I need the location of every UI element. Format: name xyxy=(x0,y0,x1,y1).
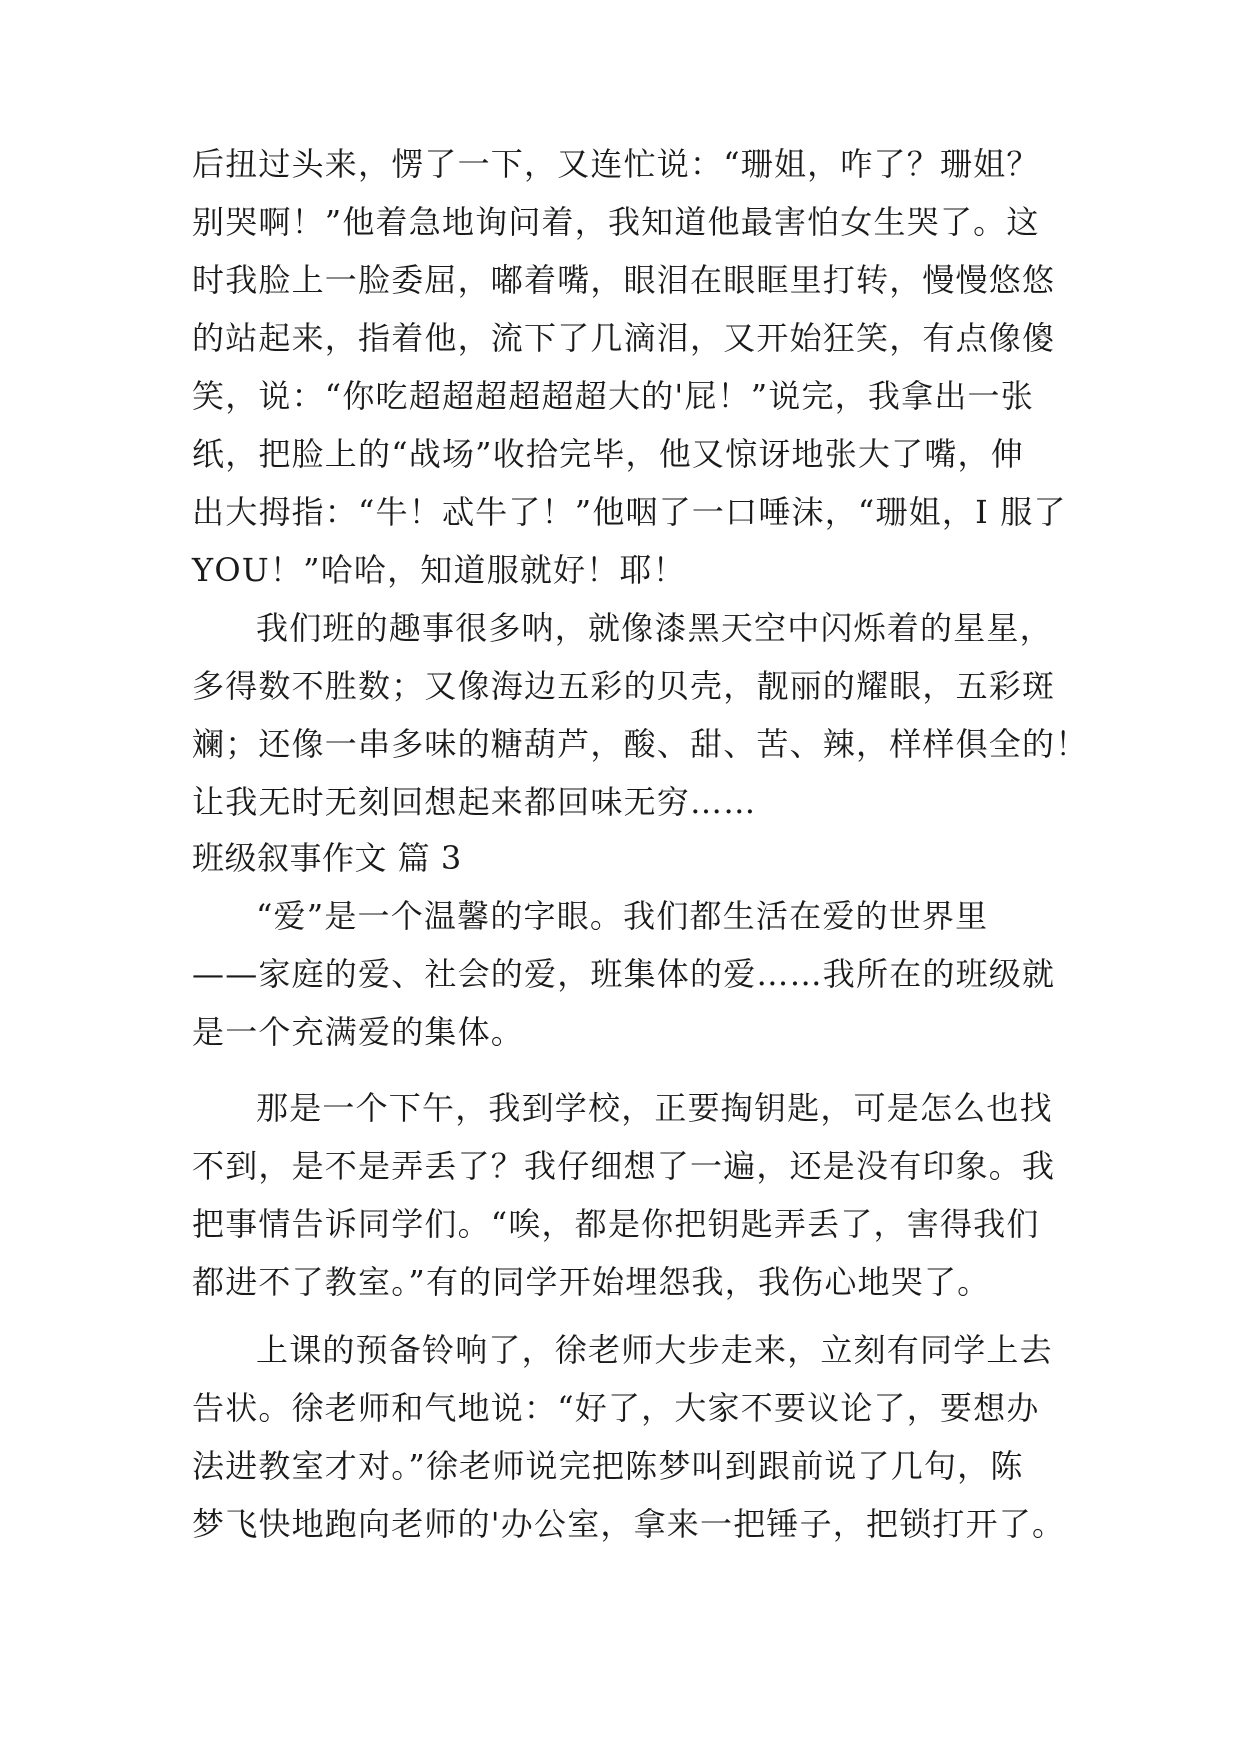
text-line: 出大拇指：“牛！忒牛了！”他咽了一口唾沫，“珊姐，I 服了 xyxy=(192,493,1067,531)
text-line: 我们班的趣事很多呐，就像漆黑天空中闪烁着的星星， xyxy=(256,609,1053,647)
text-line: “爱”是一个温馨的字眼。我们都生活在爱的世界里 xyxy=(256,897,989,935)
text-line: 上课的预备铃响了，徐老师大步走来，立刻有同学上去 xyxy=(256,1331,1053,1369)
text-line: 是一个充满爱的集体。 xyxy=(192,1013,525,1051)
text-line: 纸，把脸上的“战场”收拾完毕，他又惊讶地张大了嘴，伸 xyxy=(192,435,1024,473)
text-line: 多得数不胜数；又像海边五彩的贝壳，靓丽的耀眼，五彩斑 xyxy=(192,667,1056,705)
text-line: 时我脸上一脸委屈，嘟着嘴，眼泪在眼眶里打转，慢慢悠悠 xyxy=(192,261,1056,299)
text-line: 告状。徐老师和气地说：“好了，大家不要议论了，要想办 xyxy=(192,1389,1040,1427)
text-line: 那是一个下午，我到学校，正要掏钥匙，可是怎么也找 xyxy=(256,1089,1053,1127)
text-line: YOU！”哈哈，知道服就好！耶！ xyxy=(192,551,686,589)
section-heading: 班级叙事作文 篇 3 xyxy=(192,839,462,877)
text-line: 法进教室才对。”徐老师说完把陈梦叫到跟前说了几句，陈 xyxy=(192,1447,1024,1485)
text-line: 斓；还像一串多味的糖葫芦，酸、甜、苦、辣，样样俱全的！ xyxy=(192,725,1089,763)
text-line: 后扭过头来，愣了一下，又连忙说：“珊姐，咋了？珊姐？ xyxy=(192,145,1040,183)
text-line: 梦飞快地跑向老师的'办公室，拿来一把锤子，把锁打开了。 xyxy=(192,1505,1066,1543)
text-line: 让我无时无刻回想起来都回味无穷…… xyxy=(192,783,757,821)
text-line: 把事情告诉同学们。“唉，都是你把钥匙弄丢了，害得我们 xyxy=(192,1205,1040,1243)
text-line: ——家庭的爱、社会的爱，班集体的爱……我所在的班级就 xyxy=(192,955,1056,993)
text-line: 都进不了教室。”有的同学开始埋怨我，我伤心地哭了。 xyxy=(192,1263,991,1301)
text-line: 不到，是不是弄丢了？我仔细想了一遍，还是没有印象。我 xyxy=(192,1147,1056,1185)
text-line: 别哭啊！”他着急地询问着，我知道他最害怕女生哭了。这 xyxy=(192,203,1040,241)
text-line: 的站起来，指着他，流下了几滴泪，又开始狂笑，有点像傻 xyxy=(192,319,1056,357)
text-line: 笑，说：“你吃超超超超超超大的'屁！”说完，我拿出一张 xyxy=(192,377,1034,415)
